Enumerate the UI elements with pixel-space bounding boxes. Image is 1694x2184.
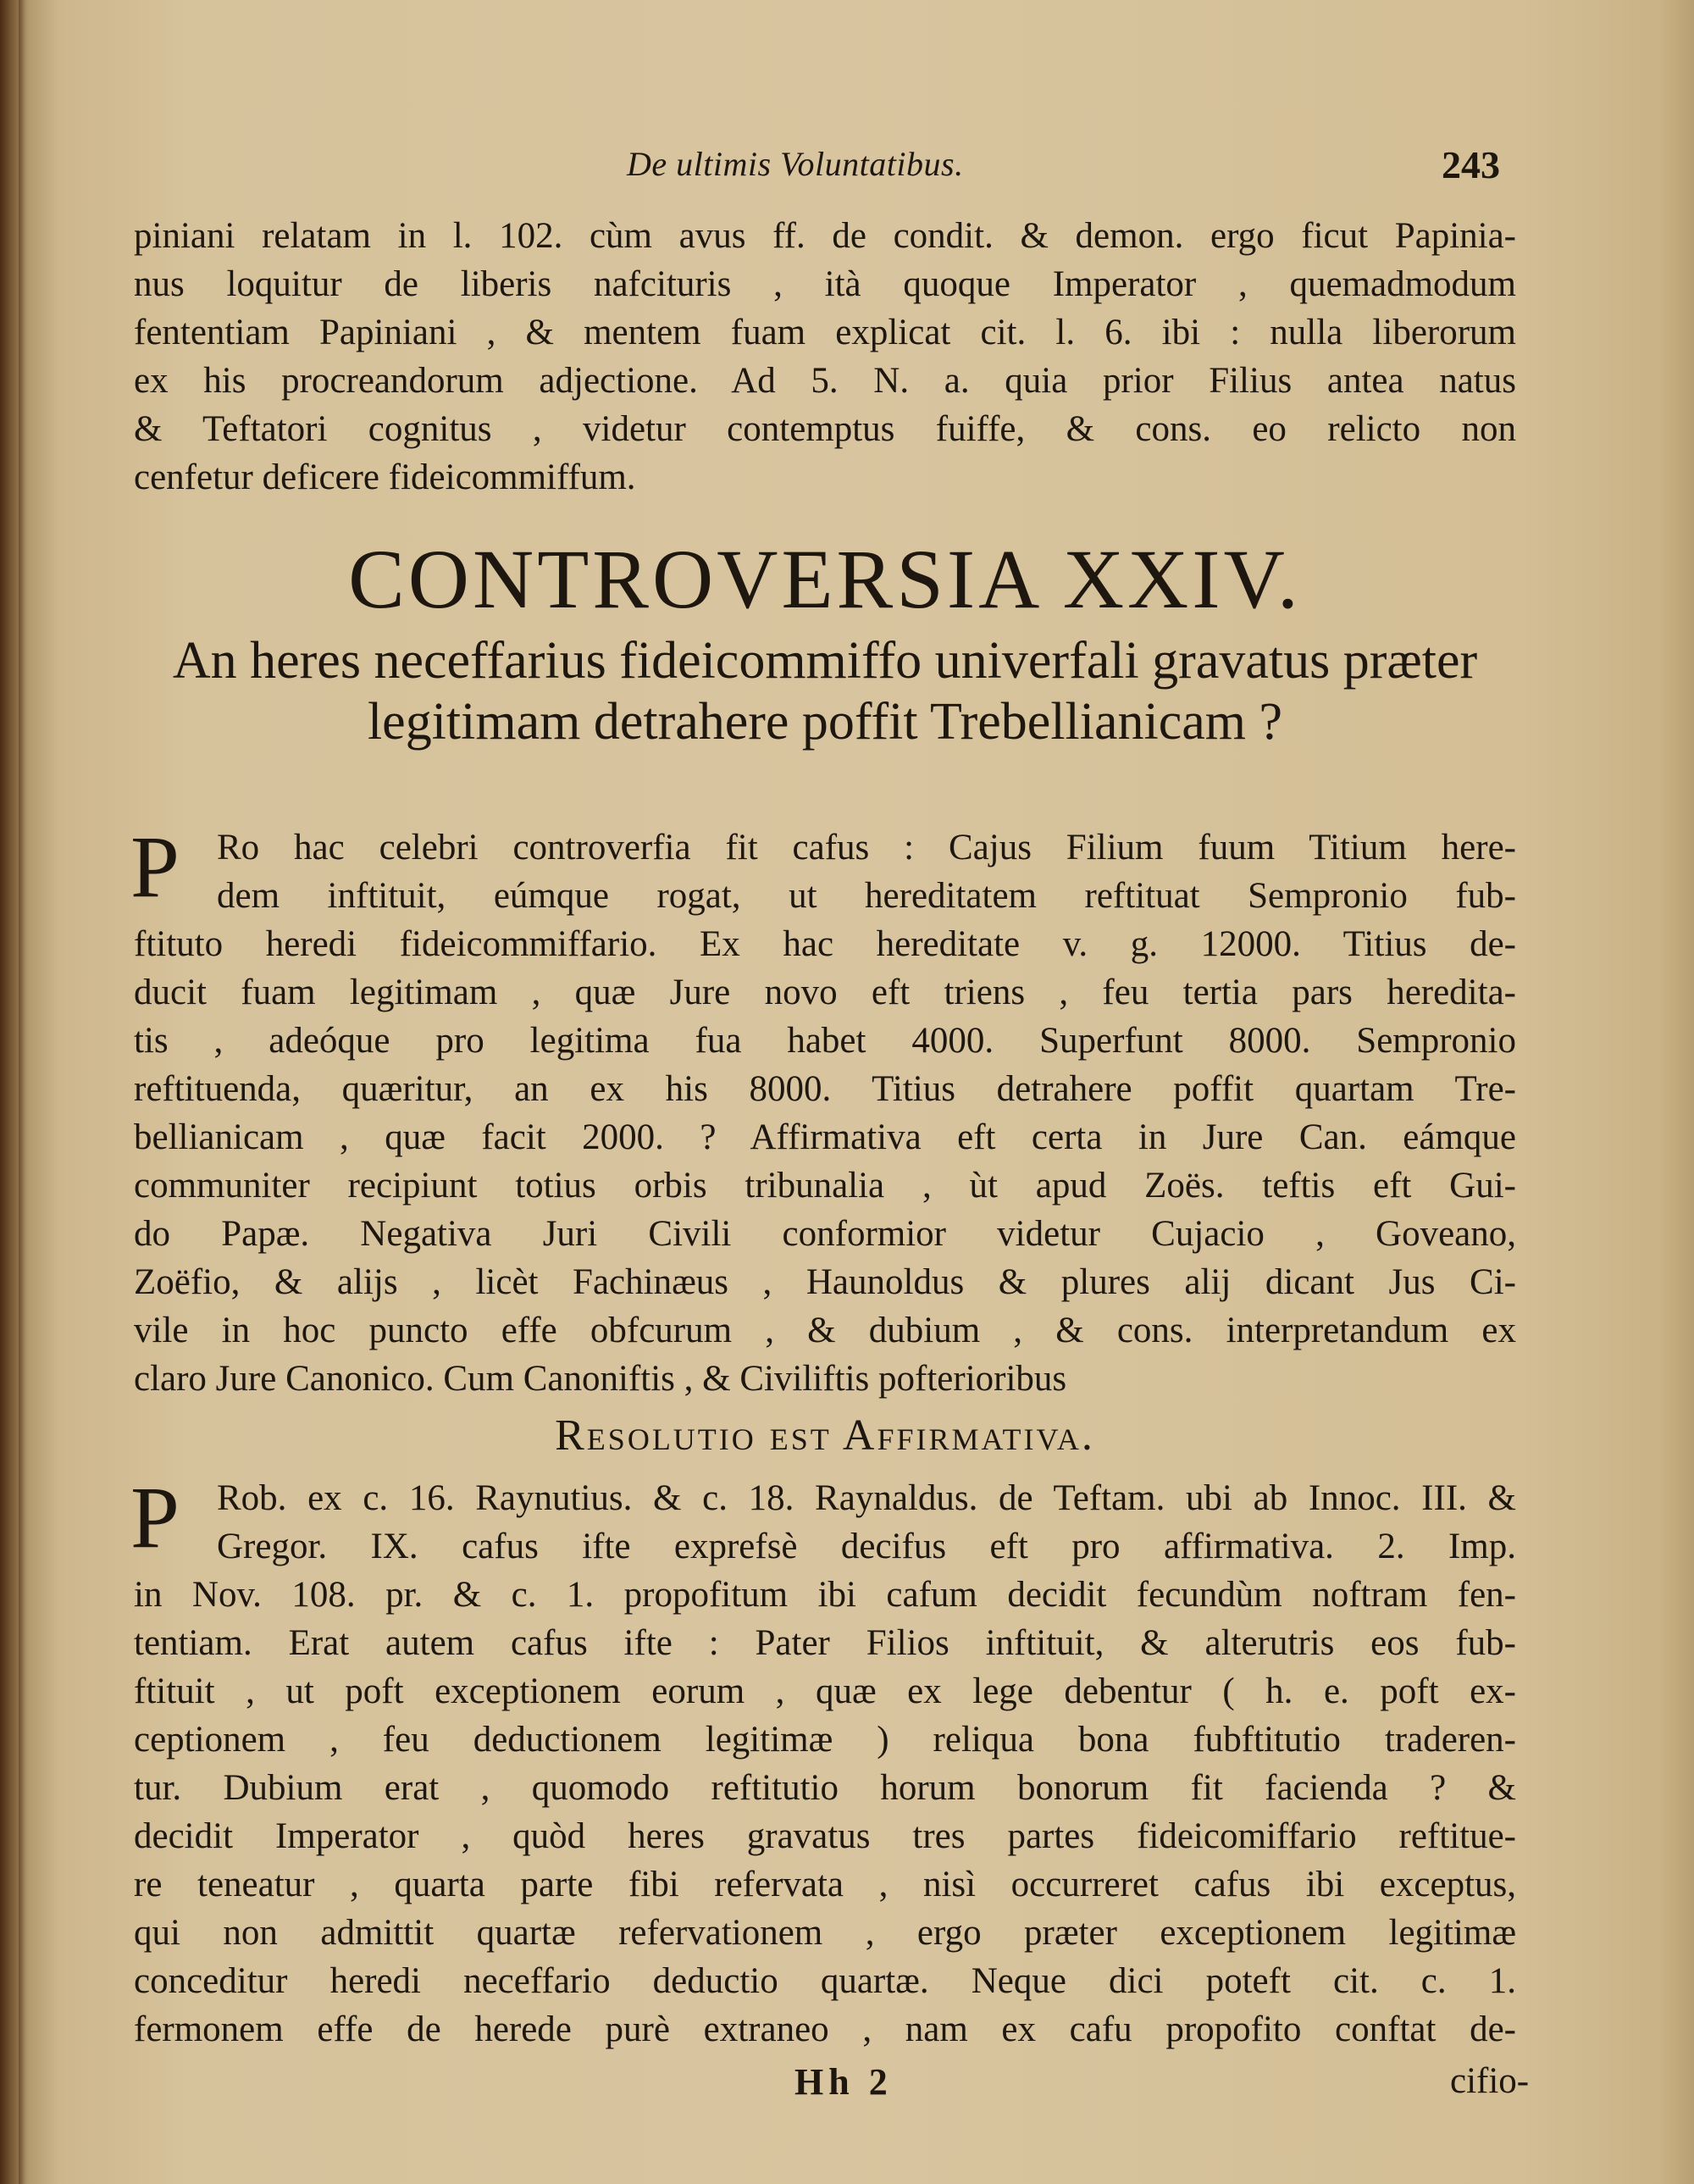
controversia-question: An heres neceffarius fideicommiffo univerfali gravatus præter legitimam detrahere poffit Trebellianicam ? bbox=[172, 632, 1478, 751]
case-paragraph bbox=[130, 818, 1516, 1403]
page-gutter-shadow bbox=[19, 0, 25, 2184]
text-line: tis , adeóque pro legitima fua habet 4000. Superfunt 8000. Sempronio bbox=[134, 1021, 1516, 1061]
running-title: De ultimis Voluntatibus. bbox=[627, 145, 964, 183]
text-line: ftituto heredi fideicommiffario. Ex hac hereditate v. g. 12000. Titius de- bbox=[134, 924, 1516, 964]
text-line: qui non admittit quartæ refervationem , ergo præter exceptionem legitimæ bbox=[134, 1913, 1516, 1953]
text-line: tur. Dubium erat , quomodo reftitutio horum bonorum fit facienda ? & bbox=[134, 1768, 1516, 1808]
text-line: communiter recipiunt totius orbis tribunalia , ùt apud Zoës. teftis eft Gui- bbox=[134, 1166, 1516, 1206]
resolutio-heading: Resolutio est Affirmativa. bbox=[555, 1411, 1095, 1460]
text-line: dem inftituit, eúmque rogat, ut hereditatem reftituat Sempronio fub- bbox=[217, 876, 1516, 916]
text-line: tentiam. Erat autem cafus ifte : Pater Filios inftituit, & alterutris eos fub- bbox=[134, 1623, 1516, 1663]
intro-paragraph bbox=[134, 212, 1516, 502]
text-line: in Nov. 108. pr. & c. 1. propofitum ibi cafum decidit fecundùm noftram fen- bbox=[134, 1575, 1516, 1615]
drop-cap: P bbox=[130, 1469, 180, 1566]
text-line: Rob. ex c. 16. Raynutius. & c. 18. Raynaldus. de Teftam. ubi ab Innoc. III. & bbox=[217, 1478, 1516, 1518]
text-line: ftituit , ut poft exceptionem eorum , quæ ex lege debentur ( h. e. poft ex- bbox=[134, 1671, 1516, 1711]
resolutio-paragraph bbox=[130, 1469, 1516, 2054]
text-line: & Teftatori cognitus , videtur contemptus fuiffe, & cons. eo relicto non bbox=[134, 409, 1516, 449]
drop-cap: P bbox=[130, 818, 180, 916]
text-line: ceptionem , feu deductionem legitimæ ) reliqua bona fubftitutio traderen- bbox=[134, 1720, 1516, 1760]
text-line: reftituenda, quæritur, an ex his 8000. Titius detrahere poffit quartam Tre- bbox=[134, 1069, 1516, 1109]
text-line: Ro hac celebri controverfia fit cafus : Cajus Filium fuum Titium here- bbox=[217, 828, 1516, 868]
text-line: Gregor. IX. cafus ifte exprefsè decifus eft pro affirmativa. 2. Imp. bbox=[217, 1527, 1516, 1566]
text-block bbox=[130, 212, 1516, 2054]
text-line: Zoëfio, & alijs , licèt Fachinæus , Haunoldus & plures alij dicant Jus Ci- bbox=[134, 1262, 1516, 1302]
text-line: conceditur heredi neceffario deductio quartæ. Neque dici poteft cit. c. 1. bbox=[134, 1961, 1516, 2001]
page-footer bbox=[0, 2060, 1694, 2111]
text-line: ducit fuam legitimam , quæ Jure novo eft triens , feu tertia pars heredita- bbox=[134, 973, 1516, 1012]
text-line: do Papæ. Negativa Juri Civili conformior videtur Cujacio , Goveano, bbox=[134, 1214, 1516, 1254]
catchword: cifio- bbox=[1450, 2061, 1530, 2101]
text-line: piniani relatam in l. 102. cùm avus ff. de condit. & demon. ergo ficut Papinia- bbox=[134, 216, 1516, 256]
controversia-heading: CONTROVERSIA XXIV. bbox=[348, 532, 1302, 626]
text-line: vile in hoc puncto effe obfcurum , & dubium , & cons. interpretandum ex bbox=[134, 1311, 1516, 1350]
text-line: claro Jure Canonico. Cum Canoniftis , & Civiliftis pofterioribus bbox=[134, 1359, 1067, 1399]
text-line: nus loquitur de liberis nafcituris , ità quoque Imperator , quemadmodum bbox=[134, 264, 1516, 304]
text-line: cenfetur deficere fideicommiffum. bbox=[134, 457, 636, 497]
text-line: ex his procreandorum adjectione. Ad 5. N. a. quia prior Filius antea natus bbox=[134, 361, 1516, 401]
text-line: decidit Imperator , quòd heres gravatus tres partes fideicomiffario reftitue- bbox=[134, 1816, 1516, 1856]
text-line: re teneatur , quarta parte fibi refervata , nisì occurreret cafus ibi exceptus, bbox=[134, 1865, 1516, 1904]
signature-mark: Hh 2 bbox=[794, 2061, 893, 2103]
running-head bbox=[0, 144, 1694, 195]
text-line: bellianicam , quæ facit 2000. ? Affirmativa eft certa in Jure Can. eámque bbox=[134, 1117, 1516, 1157]
text-line: fermonem effe de herede purè extraneo , nam ex cafu propofito conftat de- bbox=[134, 2009, 1516, 2049]
page-number: 243 bbox=[1442, 143, 1500, 186]
text-line: fententiam Papiniani , & mentem fuam explicat cit. l. 6. ibi : nulla liberorum bbox=[134, 313, 1516, 352]
